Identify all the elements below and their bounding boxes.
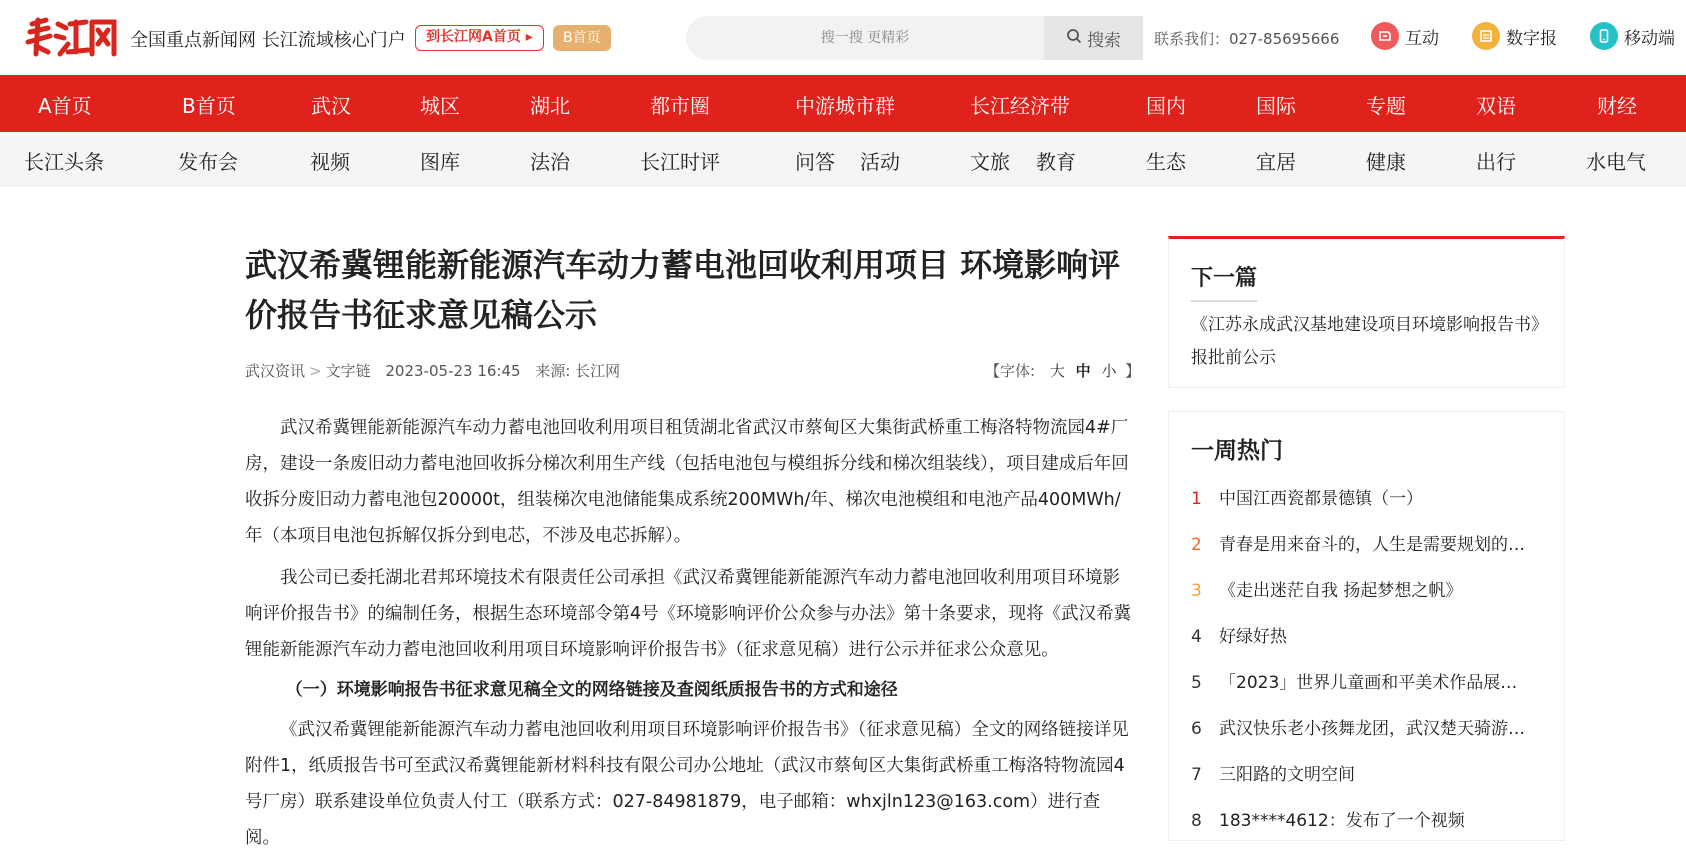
hot-rank: 4	[1191, 627, 1202, 647]
hot-rank: 2	[1191, 535, 1202, 555]
weekly-hot-box	[1168, 411, 1565, 841]
subnav-item-health[interactable]: 健康	[1366, 150, 1406, 174]
article-paragraph: 我公司已委托湖北君邦环境技术有限责任公司承担《武汉希冀锂能新能源汽车动力蓄电池回收利用项目环境影响评价报告书》的编制任务，根据生态环境部令第4号《环境影响评价公众参与办法》第十条要求，现将《武汉希冀锂能新能源汽车动力蓄电池回收利用项目环境影响评价报告书》（征求意见稿）进行公示并征求公众意见。	[245, 568, 1132, 660]
subnav-item-living[interactable]: 宜居	[1256, 150, 1296, 174]
subnav-item-travel[interactable]: 出行	[1476, 150, 1516, 174]
sub-nav	[0, 132, 1686, 186]
nav-item-bilingual[interactable]: 双语	[1476, 94, 1516, 118]
hot-rank: 7	[1191, 765, 1202, 785]
font-size-small-button[interactable]: 小	[1101, 362, 1117, 380]
search-bar	[686, 16, 1143, 60]
hot-list-item[interactable]	[1191, 806, 1551, 831]
nav-item-b-home[interactable]: B首页	[182, 94, 236, 118]
mobile-icon	[1590, 22, 1618, 50]
digital-paper-link-label: 数字报	[1506, 28, 1557, 49]
weekly-hot-heading: 一周热门	[1191, 438, 1283, 464]
contact-info: 联系我们：027-85695666	[1154, 30, 1340, 48]
font-size-medium-button[interactable]: 中	[1075, 362, 1091, 380]
hot-title: 青春是用来奋斗的，人生是需要规划的…	[1219, 535, 1525, 555]
article-source: 来源: 长江网	[535, 362, 621, 380]
nav-item-international[interactable]: 国际	[1256, 94, 1296, 118]
hot-list-item[interactable]	[1191, 484, 1551, 509]
breadcrumb-type[interactable]: 文字链	[325, 362, 371, 380]
hot-rank: 5	[1191, 673, 1202, 693]
main-nav	[0, 75, 1686, 132]
nav-item-yangtze-economic-belt[interactable]: 长江经济带	[970, 94, 1070, 118]
subnav-item-events[interactable]: 活动	[860, 150, 900, 174]
hot-rank: 1	[1191, 489, 1202, 509]
hot-title: 《走出迷茫自我 扬起梦想之帆》	[1219, 581, 1463, 601]
nav-item-topics[interactable]: 专题	[1366, 94, 1406, 118]
digital-paper-link[interactable]	[1472, 22, 1557, 50]
article-subheading: （一）环境影响报告书征求意见稿全文的网络链接及查阅纸质报告书的方式和途径	[285, 680, 898, 700]
next-article-box	[1168, 236, 1565, 388]
hot-list-item[interactable]	[1191, 622, 1551, 647]
subnav-item-video[interactable]: 视频	[310, 150, 350, 174]
mobile-link-label: 移动端	[1624, 28, 1675, 49]
subnav-item-education[interactable]: 教育	[1036, 150, 1076, 174]
site-slogan: 全国重点新闻网 长江流域核心门户	[130, 30, 406, 51]
breadcrumb-section[interactable]: 武汉资讯	[245, 362, 306, 380]
font-size-label: 【字体:	[985, 362, 1036, 380]
hot-list-item[interactable]	[1191, 576, 1551, 601]
nav-item-metro[interactable]: 都市圈	[650, 94, 710, 118]
nav-item-midstream-cities[interactable]: 中游城市群	[795, 94, 895, 118]
subnav-item-ecology[interactable]: 生态	[1146, 150, 1186, 174]
nav-item-districts[interactable]: 城区	[420, 94, 460, 118]
search-button[interactable]	[1044, 16, 1143, 60]
subnav-item-headlines[interactable]: 长江头条	[24, 150, 104, 174]
hot-rank: 6	[1191, 719, 1202, 739]
hot-list-item[interactable]	[1191, 714, 1551, 739]
hot-list-item[interactable]	[1191, 668, 1551, 693]
hot-title: 中国江西瓷都景德镇（一）	[1219, 489, 1423, 509]
hot-title: 183****4612：发布了一个视频	[1219, 811, 1465, 831]
subnav-item-law[interactable]: 法治	[530, 150, 570, 174]
nav-item-hubei[interactable]: 湖北	[530, 94, 570, 118]
font-size-large-button[interactable]: 大	[1049, 362, 1065, 380]
hot-rank: 3	[1191, 581, 1202, 601]
subnav-item-qa[interactable]: 问答	[795, 150, 835, 174]
subnav-item-gallery[interactable]: 图库	[420, 150, 460, 174]
nav-item-a-home[interactable]: A首页	[38, 94, 92, 118]
hot-list-item[interactable]	[1191, 530, 1551, 555]
article-body	[245, 410, 1135, 856]
hot-title: 武汉快乐老小孩舞龙团，武汉楚天骑游…	[1219, 719, 1525, 739]
breadcrumb-separator: >	[309, 362, 322, 380]
goto-a-homepage-button[interactable]: 到长江网A首页 ▸	[415, 25, 544, 51]
hot-title: 「2023」世界儿童画和平美术作品展…	[1219, 673, 1518, 693]
mobile-link[interactable]	[1590, 22, 1675, 50]
article-datetime: 2023-05-23 16:45	[385, 362, 521, 380]
hot-rank: 8	[1191, 811, 1202, 831]
nav-item-wuhan[interactable]: 武汉	[311, 94, 351, 118]
hot-title: 好绿好热	[1219, 627, 1287, 647]
interact-link-label: 互动	[1405, 28, 1439, 49]
search-input[interactable]	[686, 16, 1044, 60]
subnav-item-culture-tourism[interactable]: 文旅	[970, 150, 1010, 174]
font-size-switcher	[985, 360, 1140, 381]
article-meta	[245, 360, 620, 381]
nav-item-domestic[interactable]: 国内	[1146, 94, 1186, 118]
interact-link[interactable]	[1371, 22, 1439, 50]
font-size-close-bracket: 】	[1125, 362, 1141, 380]
hot-title: 三阳路的文明空间	[1219, 765, 1355, 785]
hot-list-item[interactable]	[1191, 760, 1551, 785]
subnav-item-utilities[interactable]: 水电气	[1586, 150, 1646, 174]
article-title: 武汉希冀锂能新能源汽车动力蓄电池回收利用项目 环境影响评价报告书征求意见稿公示	[245, 246, 1121, 334]
next-article-heading: 下一篇	[1191, 261, 1257, 302]
search-button-label: 搜索	[1087, 30, 1121, 51]
interact-icon	[1371, 22, 1399, 50]
subnav-item-commentary[interactable]: 长江时评	[640, 150, 720, 174]
search-icon	[1066, 28, 1082, 49]
goto-b-homepage-button[interactable]: B首页	[553, 25, 611, 51]
top-header	[0, 0, 1686, 75]
newspaper-icon	[1472, 22, 1500, 50]
subnav-item-press[interactable]: 发布会	[178, 150, 238, 174]
nav-item-finance[interactable]: 财经	[1597, 94, 1637, 118]
site-logo[interactable]	[26, 14, 118, 58]
next-article-link[interactable]: 《江苏永成武汉基地建设项目环境影响报告书》报批前公示	[1191, 315, 1540, 368]
article-paragraph: 武汉希冀锂能新能源汽车动力蓄电池回收利用项目租赁湖北省武汉市蔡甸区大集街武桥重工梅洛特物流园4#厂房，建设一条废旧动力蓄电池回收拆分梯次利用生产线（包括电池包与模组拆分线和梯次组装线），项目建成后年回收拆分废旧动力蓄电池包20000t，组装梯次电池储能集成系统200MWh/年、梯次电池模组和电池产品400MWh/年（本项目电池包拆解仅拆分到电芯，不涉及电芯拆解）。	[245, 418, 1129, 546]
article-paragraph: 《武汉希冀锂能新能源汽车动力蓄电池回收利用项目环境影响评价报告书》（征求意见稿）全文的网络链接详见附件1，纸质报告书可至武汉希冀锂能新材料科技有限公司办公地址（武汉市蔡甸区大集街武桥重工梅洛特物流园4号厂房）联系建设单位负责人付工（联系方式：027-84981879，电子邮箱：whxjln123@163.com）进行查阅。	[245, 720, 1129, 848]
